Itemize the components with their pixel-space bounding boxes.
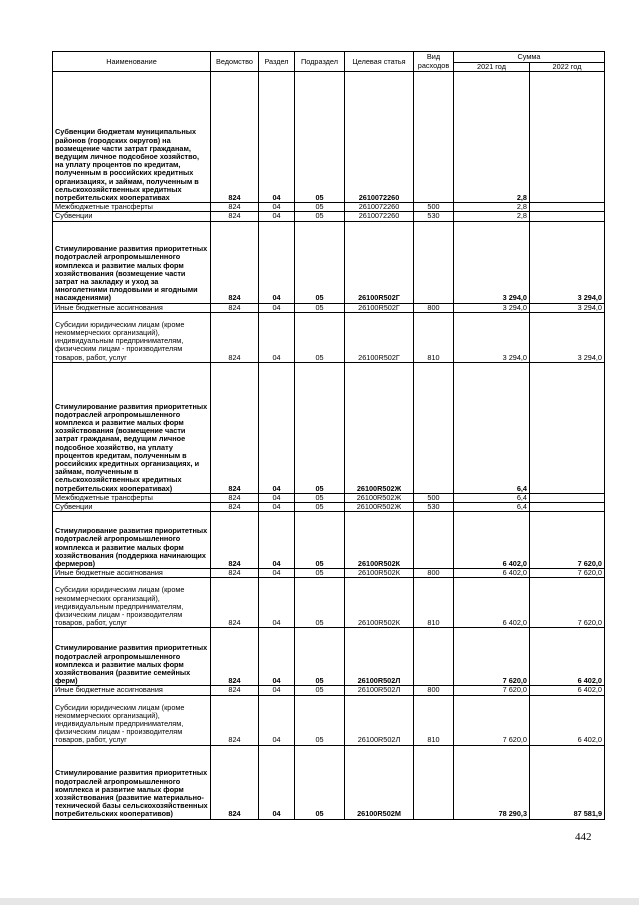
row-section: 04 <box>259 512 295 569</box>
table-row <box>53 203 605 212</box>
row-sum-2022 <box>530 72 605 203</box>
header-year-2021: 2021 год <box>454 63 530 72</box>
row-sum-2022: 7 620,0 <box>530 578 605 628</box>
row-name: Стимулирование развития приоритетных подотраслей агропромышленного комплекса и развитие малых форм хозяйствования (возмещение части затрат на закладку и уход за многолетними плодовыми и ягодными насаждениями) <box>53 221 211 303</box>
row-department: 824 <box>211 312 259 362</box>
row-expense-type: 810 <box>414 695 454 745</box>
row-sum-2022: 3 294,0 <box>530 303 605 312</box>
row-sum-2022: 6 402,0 <box>530 686 605 695</box>
row-section: 04 <box>259 312 295 362</box>
row-name: Субсидии юридическим лицам (кроме некоммерческих организаций), индивидуальным предпринимателям, физическим лицам - производителям товаров, работ, услуг <box>53 578 211 628</box>
table-row <box>53 569 605 578</box>
row-section: 04 <box>259 569 295 578</box>
table-row <box>53 493 605 502</box>
row-sum-2021: 7 620,0 <box>454 628 530 686</box>
row-department: 824 <box>211 493 259 502</box>
row-name: Стимулирование развития приоритетных подотраслей агропромышленного комплекса и развитие малых форм хозяйствования (возмещение части затрат гражданам, ведущим личное подсобное хозяйство, на уплату процентов кредитам, полученным в российских кредитных организациях, и займам, полученным в сельскохозяйственных кредитных потребительских кооперативах) <box>53 362 211 493</box>
row-target-article: 26100R502Л <box>345 628 414 686</box>
row-expense-type <box>414 221 454 303</box>
row-name: Стимулирование развития приоритетных подотраслей агропромышленного комплекса и развитие малых форм хозяйствования (развитие семейных ферм) <box>53 628 211 686</box>
row-expense-type: 810 <box>414 578 454 628</box>
row-expense-type: 800 <box>414 686 454 695</box>
budget-table <box>52 51 605 820</box>
row-name: Межбюджетные трансферты <box>53 203 211 212</box>
row-target-article: 26100R502Г <box>345 221 414 303</box>
row-target-article: 26100R502Ж <box>345 362 414 493</box>
row-target-article: 26100R502Л <box>345 695 414 745</box>
row-subsection: 05 <box>295 512 345 569</box>
row-subsection: 05 <box>295 212 345 221</box>
row-target-article: 26100R502М <box>345 745 414 819</box>
row-sum-2021: 2,8 <box>454 72 530 203</box>
row-sum-2021: 7 620,0 <box>454 686 530 695</box>
table-row <box>53 512 605 569</box>
row-sum-2021: 6 402,0 <box>454 578 530 628</box>
row-sum-2022: 7 620,0 <box>530 569 605 578</box>
row-section: 04 <box>259 72 295 203</box>
row-sum-2022: 6 402,0 <box>530 628 605 686</box>
row-sum-2022: 3 294,0 <box>530 312 605 362</box>
row-subsection: 05 <box>295 312 345 362</box>
table-row <box>53 503 605 512</box>
row-subsection: 05 <box>295 503 345 512</box>
header-department: Ведомство <box>211 52 259 72</box>
row-sum-2021: 3 294,0 <box>454 303 530 312</box>
row-subsection: 05 <box>295 362 345 493</box>
row-subsection: 05 <box>295 745 345 819</box>
row-sum-2022: 87 581,9 <box>530 745 605 819</box>
row-expense-type <box>414 745 454 819</box>
row-department: 824 <box>211 745 259 819</box>
row-department: 824 <box>211 212 259 221</box>
row-department: 824 <box>211 569 259 578</box>
row-department: 824 <box>211 362 259 493</box>
row-department: 824 <box>211 203 259 212</box>
row-sum-2022: 3 294,0 <box>530 221 605 303</box>
row-sum-2022 <box>530 212 605 221</box>
header-name: Наименование <box>53 52 211 72</box>
row-subsection: 05 <box>295 303 345 312</box>
row-section: 04 <box>259 745 295 819</box>
row-target-article: 26100R502К <box>345 512 414 569</box>
row-target-article: 2610072260 <box>345 203 414 212</box>
row-name: Субвенции <box>53 212 211 221</box>
header-section: Раздел <box>259 52 295 72</box>
row-expense-type: 500 <box>414 493 454 502</box>
table-row <box>53 303 605 312</box>
row-department: 824 <box>211 221 259 303</box>
row-section: 04 <box>259 695 295 745</box>
table-row <box>53 312 605 362</box>
row-sum-2022 <box>530 203 605 212</box>
row-section: 04 <box>259 686 295 695</box>
row-name: Субвенции бюджетам муниципальных районов (городских округов) на возмещение части затрат гражданам, ведущим личное подсобное хозяйство, на уплату процентов по кредитам, полученным в российских кредитных организациях, и займам, полученным в сельскохозяйственных кредитных потребительских кооперативах <box>53 72 211 203</box>
row-target-article: 26100R502К <box>345 569 414 578</box>
row-expense-type: 800 <box>414 569 454 578</box>
row-target-article: 26100R502К <box>345 578 414 628</box>
row-subsection: 05 <box>295 569 345 578</box>
table-row <box>53 212 605 221</box>
row-sum-2021: 3 294,0 <box>454 312 530 362</box>
row-expense-type: 530 <box>414 503 454 512</box>
table-row <box>53 72 605 203</box>
row-sum-2021: 6,4 <box>454 362 530 493</box>
row-department: 824 <box>211 578 259 628</box>
row-name: Межбюджетные трансферты <box>53 493 211 502</box>
header-subsection: Подраздел <box>295 52 345 72</box>
row-expense-type <box>414 362 454 493</box>
row-section: 04 <box>259 221 295 303</box>
row-expense-type: 530 <box>414 212 454 221</box>
row-sum-2021: 2,8 <box>454 203 530 212</box>
row-target-article: 2610072260 <box>345 72 414 203</box>
row-subsection: 05 <box>295 221 345 303</box>
row-expense-type <box>414 512 454 569</box>
row-name: Иные бюджетные ассигнования <box>53 303 211 312</box>
row-subsection: 05 <box>295 493 345 502</box>
row-target-article: 26100R502Ж <box>345 503 414 512</box>
row-name: Субсидии юридическим лицам (кроме некоммерческих организаций), индивидуальным предпринимателям, физическим лицам - производителям товаров, работ, услуг <box>53 312 211 362</box>
row-name: Иные бюджетные ассигнования <box>53 686 211 695</box>
row-name: Субсидии юридическим лицам (кроме некоммерческих организаций), индивидуальным предпринимателям, физическим лицам - производителям товаров, работ, услуг <box>53 695 211 745</box>
page-bottom-edge <box>0 898 639 905</box>
row-department: 824 <box>211 512 259 569</box>
row-sum-2022 <box>530 503 605 512</box>
row-target-article: 26100R502Г <box>345 312 414 362</box>
row-expense-type: 800 <box>414 303 454 312</box>
row-target-article: 2610072260 <box>345 212 414 221</box>
row-department: 824 <box>211 303 259 312</box>
row-section: 04 <box>259 578 295 628</box>
row-section: 04 <box>259 303 295 312</box>
row-sum-2022 <box>530 362 605 493</box>
header-expense-type: Вид расходов <box>414 52 454 72</box>
row-sum-2022: 7 620,0 <box>530 512 605 569</box>
row-target-article: 26100R502Ж <box>345 493 414 502</box>
row-section: 04 <box>259 203 295 212</box>
row-sum-2021: 3 294,0 <box>454 221 530 303</box>
row-sum-2021: 7 620,0 <box>454 695 530 745</box>
row-expense-type <box>414 72 454 203</box>
row-section: 04 <box>259 628 295 686</box>
row-department: 824 <box>211 72 259 203</box>
header-sum: Сумма <box>454 52 605 63</box>
row-target-article: 26100R502Л <box>345 686 414 695</box>
row-subsection: 05 <box>295 203 345 212</box>
row-subsection: 05 <box>295 72 345 203</box>
row-department: 824 <box>211 686 259 695</box>
row-sum-2022: 6 402,0 <box>530 695 605 745</box>
row-name: Иные бюджетные ассигнования <box>53 569 211 578</box>
table-row <box>53 221 605 303</box>
table-row <box>53 628 605 686</box>
row-department: 824 <box>211 695 259 745</box>
row-department: 824 <box>211 503 259 512</box>
row-name: Стимулирование развития приоритетных подотраслей агропромышленного комплекса и развитие малых форм хозяйствования (развитие материально-технической базы сельскохозяйственных потребительских кооперативов) <box>53 745 211 819</box>
table-row <box>53 686 605 695</box>
row-section: 04 <box>259 493 295 502</box>
row-target-article: 26100R502Г <box>345 303 414 312</box>
table-row <box>53 362 605 493</box>
row-section: 04 <box>259 212 295 221</box>
table-row <box>53 695 605 745</box>
header-year-2022: 2022 год <box>530 63 605 72</box>
row-subsection: 05 <box>295 578 345 628</box>
row-sum-2021: 2,8 <box>454 212 530 221</box>
row-department: 824 <box>211 628 259 686</box>
row-sum-2021: 6,4 <box>454 493 530 502</box>
row-subsection: 05 <box>295 686 345 695</box>
header-target-article: Целевая статья <box>345 52 414 72</box>
row-subsection: 05 <box>295 628 345 686</box>
row-sum-2021: 6,4 <box>454 503 530 512</box>
row-expense-type: 810 <box>414 312 454 362</box>
row-expense-type <box>414 628 454 686</box>
page-number: 442 <box>575 831 592 843</box>
row-sum-2021: 6 402,0 <box>454 569 530 578</box>
row-sum-2022 <box>530 493 605 502</box>
table-row <box>53 745 605 819</box>
row-name: Субвенции <box>53 503 211 512</box>
row-sum-2021: 78 290,3 <box>454 745 530 819</box>
row-sum-2021: 6 402,0 <box>454 512 530 569</box>
row-expense-type: 500 <box>414 203 454 212</box>
row-section: 04 <box>259 362 295 493</box>
row-subsection: 05 <box>295 695 345 745</box>
row-name: Стимулирование развития приоритетных подотраслей агропромышленного комплекса и развитие малых форм хозяйствования (поддержка начинающих фермеров) <box>53 512 211 569</box>
row-section: 04 <box>259 503 295 512</box>
table-row <box>53 578 605 628</box>
